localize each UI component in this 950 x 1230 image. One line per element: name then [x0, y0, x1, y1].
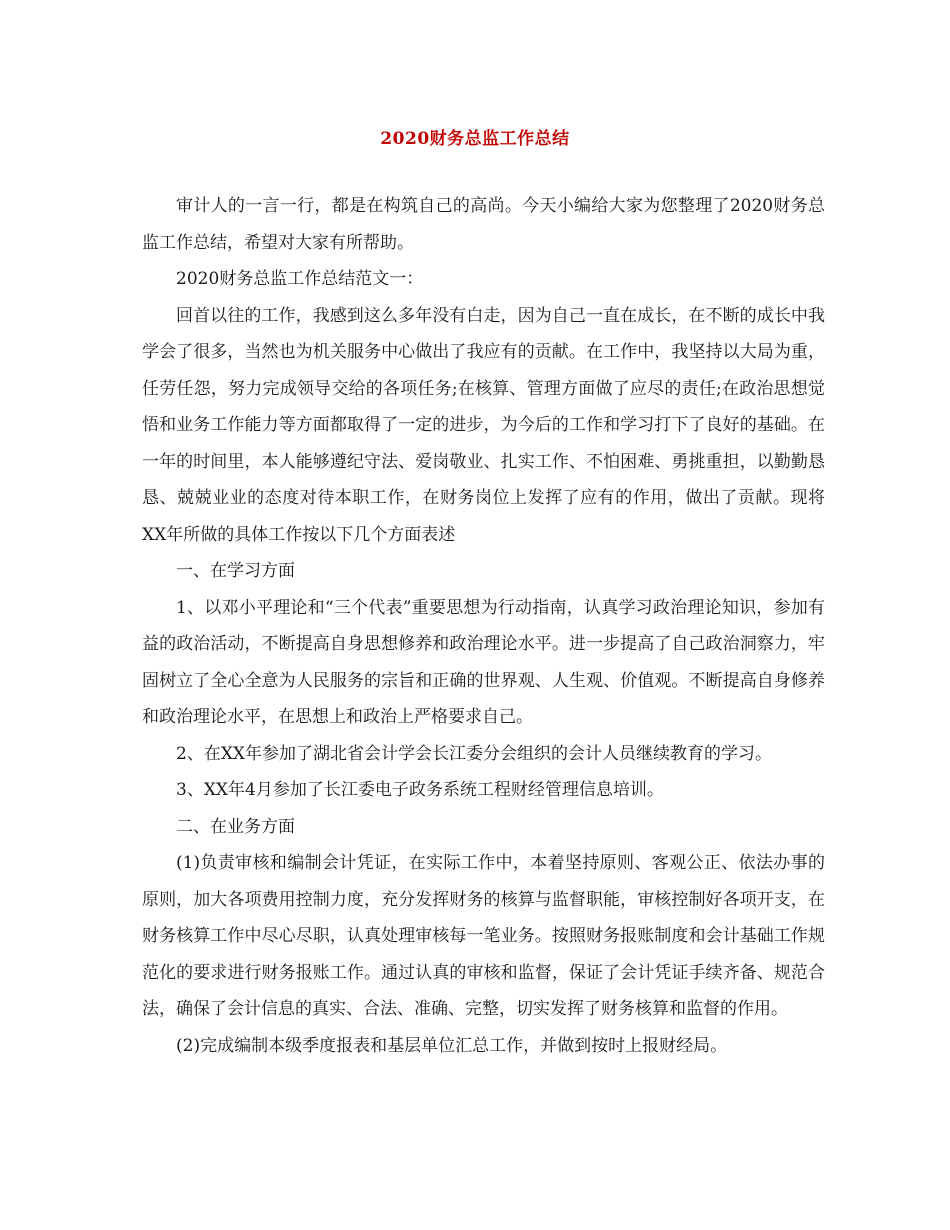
document-body: [142, 188, 825, 1064]
review-paragraph: 回首以往的工作，我感到这么多年没有白走，因为自己一直在成长，在不断的成长中我学会了很多，当然也为机关服务中心做出了我应有的贡献。在工作中，我坚持以大局为重，任劳任怨，努力完成领导交给的各项任务;在核算、管理方面做了应尽的责任;在政治思想觉悟和业务工作能力等方面都取得了一定的进步，为今后的工作和学习打下了良好的基础。在一年的时间里，本人能够遵纪守法、爱岗敬业、扎实工作、不怕困难、勇挑重担，以勤勤恳恳、兢兢业业的态度对待本职工作，在财务岗位上发挥了应有的作用，做出了贡献。现将XX年所做的具体工作按以下几个方面表述: [142, 305, 825, 545]
business-item-1: (1)负责审核和编制会计凭证，在实际工作中，本着坚持原则、客观公正、依法办事的原则，加大各项费用控制力度，充分发挥财务的核算与监督职能，审核控制好各项开支，在财务核算工作中尽心尽职，认真处理审核每一笔业务。按照财务报账制度和会计基础工作规范化的要求进行财务报账工作。通过认真的审核和监督，保证了会计凭证手续齐备、规范合法，确保了会计信息的真实、合法、准确、完整，切实发挥了财务核算和监督的作用。: [142, 853, 825, 1019]
study-item-1: 1、以邓小平理论和“三个代表”重要思想为行动指南，认真学习政治理论知识，参加有益的政治活动，不断提高自身思想修养和政治理论水平。进一步提高了自己政治洞察力，牢固树立了全心全意为人民服务的宗旨和正确的世界观、人生观、价值观。不断提高自身修养和政治理论水平，在思想上和政治上严格要求自己。: [142, 597, 825, 727]
section-heading-sample-one: 2020财务总监工作总结范文一：: [176, 269, 424, 289]
study-item-2: 2、在XX年参加了湖北省会计学会长江委分会组织的会计人员继续教育的学习。: [176, 743, 773, 764]
section-heading-study: 一、在学习方面: [176, 561, 295, 581]
business-item-2: (2)完成编制本级季度报表和基层单位汇总工作，并做到按时上报财经局。: [176, 1035, 728, 1056]
section-heading-business: 二、在业务方面: [176, 816, 295, 837]
document-title: 2020财务总监工作总结: [380, 129, 570, 149]
study-item-3: 3、XX年4月参加了长江委电子政务系统工程财经管理信息培训。: [176, 780, 664, 800]
intro-paragraph: 审计人的一言一行，都是在构筑自己的高尚。今天小编给大家为您整理了2020财务总监工作总结，希望对大家有所帮助。: [142, 196, 825, 253]
